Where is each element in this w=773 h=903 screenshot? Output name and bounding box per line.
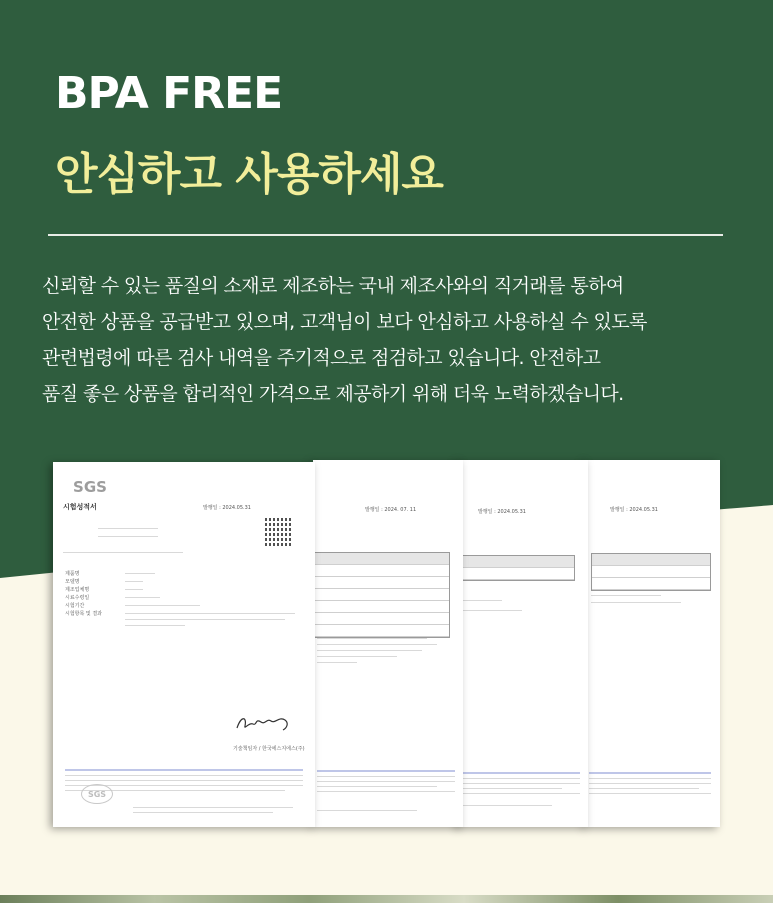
test-report-page-3 [458, 460, 588, 827]
sgs-seal-icon: SGS [81, 784, 113, 804]
test-report-page-1 [53, 462, 315, 827]
description-text [42, 268, 742, 412]
doc-date: 발행일 : 2024.05.31 [610, 507, 658, 513]
doc-title: 시험성적서 [63, 503, 97, 511]
signature-icon [233, 712, 293, 734]
title-bpa-free: BPA FREE [55, 68, 283, 119]
doc-date: 발행일 : 2024.05.31 [478, 509, 526, 515]
test-report-page-4 [585, 460, 720, 827]
doc-field: 모델명 [65, 579, 80, 585]
qr-code-icon [265, 518, 293, 546]
description-line: 관련법령에 따른 검사 내역을 주기적으로 점검하고 있습니다. 안전하고 [42, 347, 601, 369]
doc-date: 발행일 : 2024. 07. 11 [365, 507, 417, 513]
description-line: 안전한 상품을 공급받고 있으며, 고객님이 보다 안심하고 사용하실 수 있도록 [42, 311, 647, 333]
doc-field: 시험기간 [65, 603, 85, 609]
bottom-image-strip [0, 895, 773, 903]
doc-field: 시험항목 및 결과 [65, 611, 102, 617]
sgs-logo-icon: SGS [73, 478, 107, 496]
title-use-safely: 안심하고 사용하세요 [55, 149, 443, 200]
doc-field: 제조업체명 [65, 587, 90, 593]
doc-date: 발행일 : 2024.05.31 [203, 505, 251, 511]
doc-table [313, 552, 450, 638]
doc-table [458, 555, 575, 581]
doc-field: 제품명 [65, 571, 80, 577]
test-report-page-2 [313, 460, 463, 827]
doc-table [591, 553, 711, 591]
description-line: 신뢰할 수 있는 품질의 소재로 제조하는 국내 제조사와의 직거래를 통하여 [42, 275, 624, 297]
doc-field: 시료수령일 [65, 595, 90, 601]
description-line: 품질 좋은 상품을 합리적인 가격으로 제공하기 위해 더욱 노력하겠습니다. [42, 383, 624, 405]
doc-signer: 기술책임자 / 한국에스지에스(주) [233, 746, 305, 752]
header-divider [48, 234, 723, 236]
